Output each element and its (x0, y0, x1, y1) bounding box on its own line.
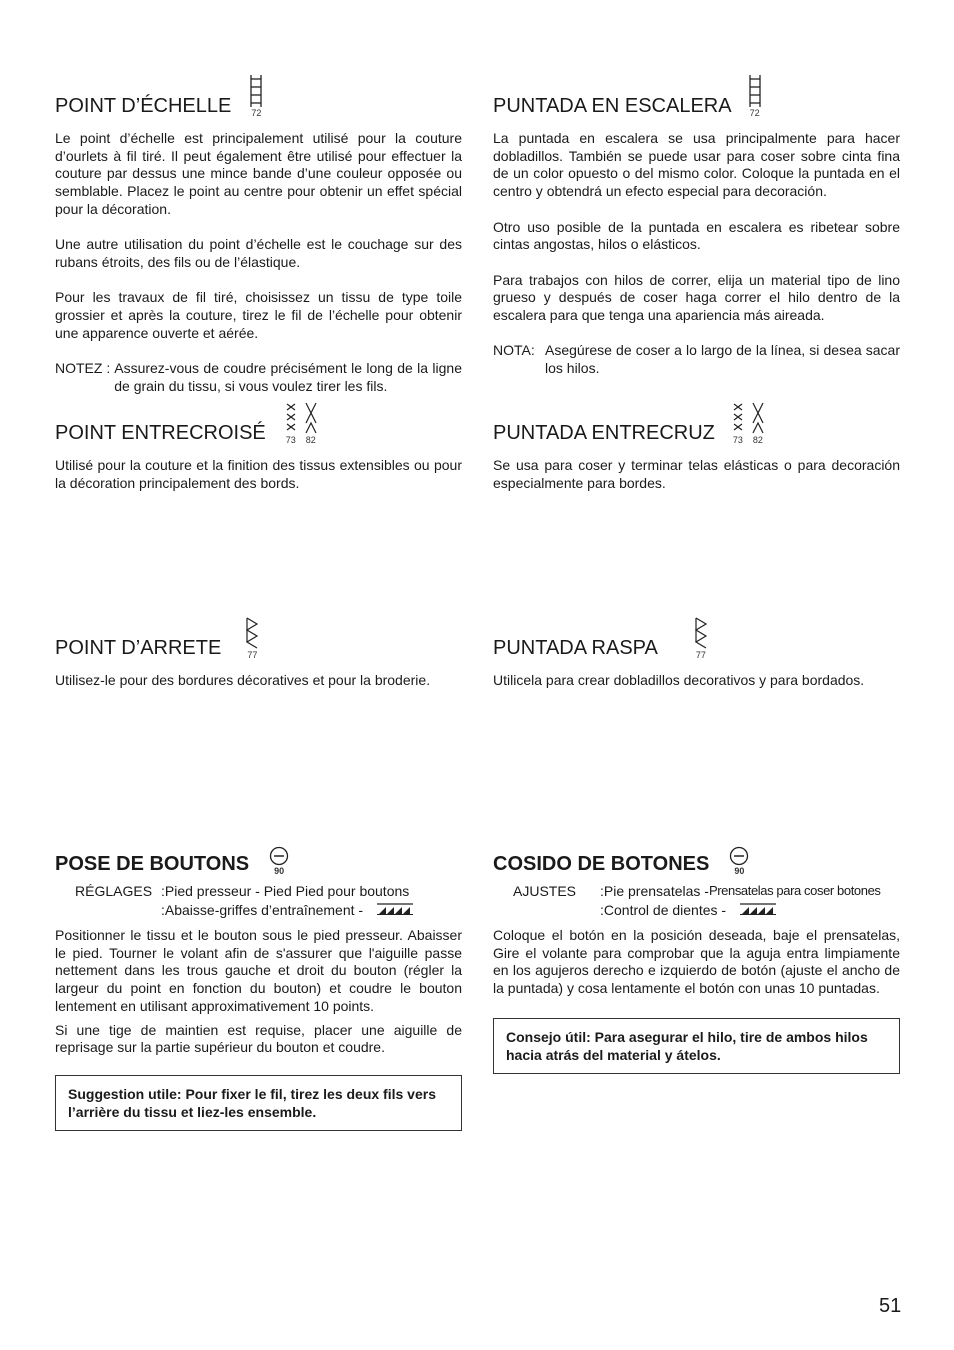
paragraph: Utilisé pour la couture et la finition des tissus extensibles ou pour la décoration principalement des bords. (55, 457, 462, 491)
section-title: POSE DE BOUTONS 90 (55, 840, 462, 876)
section-title: PUNTADA ENTRECRUZ 73 82 (493, 409, 900, 445)
button-sew-icon: 90 (729, 846, 749, 876)
section-point-echelle (55, 82, 462, 396)
paragraph: Une autre utilisation du point d’échelle est le couchage sur des rubans étroits, des fils ou de l’élastique. (55, 236, 462, 270)
section-point-arrete (55, 624, 462, 690)
section-title: POINT ENTRECROISÉ 73 82 (55, 409, 462, 445)
feather-stitch-icon: 77 (245, 616, 259, 660)
feed-dogs-lowered-icon (740, 901, 776, 920)
section-title: PUNTADA RASPA 77 (493, 624, 900, 660)
settings: RÉGLAGES :Pied presseur - Pied Pied pour boutons :Abaisse-griffes d’entraînement - (75, 882, 462, 919)
paragraph: Se usa para coser y terminar telas elásticas o para decoración especialmente para bordes. (493, 457, 900, 491)
page-number: 51 (879, 1295, 902, 1317)
paragraph: Le point d’échelle est principalement utilisé pour la couture d’ourlets à fil tiré. Il peut également être utilisé pour effectuer la couture par dessus une mince bande d’une couleur opposée ou semblable. Placez le point au centre pour obtenir un effet spécial pour la décoration. (55, 130, 462, 217)
tip-box: Suggestion utile: Pour fixer le fil, tirez les deux fils vers l’arrière du tissu et liez-les ensemble. (55, 1075, 462, 1131)
ladder-stitch-icon: 72 (749, 108, 760, 118)
paragraph: Utilisez-le pour des bordures décoratives et pour la broderie. (55, 672, 431, 688)
section-puntada-entrecruz (493, 409, 900, 492)
paragraph: Para trabajos con hilos de correr, elija un material tipo de lino grueso y después de coser haga correr el hilo dentro de la escalera para que tenga una apariencia más aireada. (493, 271, 900, 323)
section-puntada-raspa (493, 624, 900, 690)
feather-stitch-icon: 77 (694, 616, 708, 660)
paragraph: Coloque el botón en la posición deseada, baje el prensatelas, Gire el volante para comprobar que la aguja entra limpiamente en los agujeros derecho e izquierdo de botón (ajuste el ancho de la puntada) y cosa lentamente el botón con unas 10 puntadas. (493, 927, 900, 997)
cross-stitch-icon: 73 82 (731, 401, 765, 445)
settings: AJUSTES :Pie prensatelas - Prensatelas para coser botones :Control de dientes - (513, 883, 881, 918)
section-title: POINT D’ARRETE 77 (55, 624, 462, 660)
paragraph: Si une tige de maintien est requise, placer une aiguille de reprisage sur la partie supérieur du bouton et coudre. (55, 1021, 462, 1056)
note: NOTA: Asegúrese de coser a lo largo de la línea, si desea sacar los hilos. (493, 342, 900, 377)
tip-box: Consejo útil: Para asegurar el hilo, tire de ambos hilos hacia atrás del material y átelos. (493, 1018, 900, 1074)
section-cosido-de-botones (493, 840, 900, 1074)
section-pose-de-boutons (55, 840, 462, 1131)
section-puntada-escalera (493, 82, 900, 378)
section-title: POINT D’ÉCHELLE 72 (55, 82, 462, 118)
cross-stitch-icon: 73 82 (284, 401, 318, 445)
paragraph: Pour les travaux de fil tiré, choisissez un tissu de type toile grossier et après la couture, tirez le fil de l’échelle pour obtenir une apparence ouverte et aérée. (55, 289, 462, 341)
note: NOTEZ : Assurez-vous de coudre précisément le long de la ligne de grain du tissu, si vous voulez tirer les fils. (55, 360, 462, 394)
paragraph: Positionner le tissu et le bouton sous le pied presseur. Abaisser le pied. Tourner le volant afin de s'assurer que l'aiguille passe nettement dans les trous gauche et droit du bouton (régler la largeur du point en fonction du bouton) et coudre le bouton lentement en utilisant approximativement 10 points. (55, 927, 462, 1014)
button-sew-icon: 90 (269, 846, 289, 876)
paragraph: Utilicela para crear dobladillos decorativos y para bordados. (493, 672, 865, 688)
section-title: COSIDO DE BOTONES 90 (493, 840, 900, 876)
feed-dogs-lowered-icon (377, 901, 413, 920)
section-point-entrecroise (55, 409, 462, 492)
ladder-stitch-icon: 72 (251, 108, 262, 118)
paragraph: La puntada en escalera se usa principalmente para hacer dobladillos. También se puede usar para coser sobre cinta fina de un color opuesto o del mismo color. Coloque la puntada en el centro y obtendrá un efecto especial para decoración. (493, 130, 900, 200)
section-title: PUNTADA EN ESCALERA 72 (493, 82, 900, 118)
paragraph: Otro uso posible de la puntada en escalera es ribetear sobre cintas angostas, hilos o elásticos. (493, 218, 900, 253)
